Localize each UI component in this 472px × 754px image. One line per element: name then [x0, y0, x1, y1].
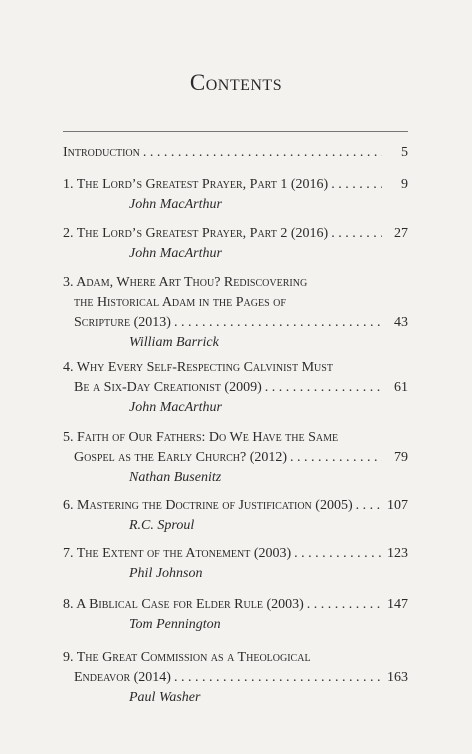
- toc-page-number: 79: [394, 450, 408, 465]
- toc-entry-title: Introduction: [63, 145, 140, 160]
- page-title: Contents: [189, 70, 283, 95]
- dot-leader: [294, 544, 382, 564]
- toc-entry-line: [63, 496, 408, 516]
- toc-entry-author: William Barrick: [129, 335, 219, 350]
- toc-entry: [63, 143, 408, 163]
- toc-entry-title: Be a Six-Day Creationist (2009): [74, 380, 262, 395]
- toc-page-number: 5: [401, 145, 408, 160]
- toc-page-number: 27: [394, 226, 408, 241]
- toc-entry-title: 1. The Lord’s Greatest Prayer, Part 1 (2016): [63, 177, 329, 192]
- toc-entry-author: Phil Johnson: [129, 566, 203, 581]
- toc-page-number: 61: [394, 380, 408, 395]
- dot-leader: [265, 378, 382, 398]
- toc-entry-line: [63, 273, 408, 293]
- toc-entry-line: [63, 143, 408, 163]
- toc-entry-title: 4. Why Every Self-Respecting Calvinist Must: [63, 360, 333, 375]
- toc-entry-line: [63, 595, 408, 615]
- toc-entry-title: 2. The Lord’s Greatest Prayer, Part 2 (2016): [63, 226, 329, 241]
- toc-entry-line: [63, 224, 408, 244]
- toc-entry-author: John MacArthur: [129, 400, 222, 415]
- toc-entry-line: [63, 313, 408, 333]
- toc-entry-author: John MacArthur: [129, 197, 222, 212]
- toc-page-number: 9: [401, 177, 408, 192]
- toc-entry-title: Scripture (2013): [74, 315, 171, 330]
- toc-entry-line: [63, 544, 408, 564]
- toc-entry-author: John MacArthur: [129, 246, 222, 261]
- dot-leader: [331, 175, 382, 195]
- toc-entry: [63, 595, 408, 635]
- dot-leader: [331, 224, 382, 244]
- toc-entry-line: [63, 668, 408, 688]
- toc-entry-title: 3. Adam, Where Art Thou? Rediscovering: [63, 275, 308, 290]
- toc-page-number: 43: [394, 315, 408, 330]
- toc-entry: [63, 496, 408, 536]
- toc-entry-title: 8. A Biblical Case for Elder Rule (2003): [63, 597, 304, 612]
- toc-entry: [63, 273, 408, 353]
- toc-entry-title: 7. The Extent of the Atonement (2003): [63, 546, 292, 561]
- toc-entry-line: [63, 648, 408, 668]
- toc-page-number: 163: [387, 670, 408, 685]
- toc-entry-author: Paul Washer: [129, 690, 201, 705]
- dot-leader: [307, 595, 382, 615]
- toc-entry-line: [63, 175, 408, 195]
- dot-leader: [290, 448, 382, 468]
- dot-leader: [174, 668, 382, 688]
- toc-entry: [63, 648, 408, 708]
- toc-page-number: 147: [387, 597, 408, 612]
- toc-entry: [63, 175, 408, 215]
- title-divider: [63, 131, 408, 132]
- toc-page-number: 107: [387, 498, 408, 513]
- toc-entry: [63, 358, 408, 418]
- toc-entry-title: 9. The Great Commission as a Theological: [63, 650, 311, 665]
- toc-entry-line: [63, 293, 408, 313]
- toc-entry: [63, 428, 408, 488]
- dot-leader: [174, 313, 382, 333]
- toc-entry-author: Nathan Busenitz: [129, 470, 222, 485]
- toc-entry: [63, 544, 408, 584]
- dot-leader: [356, 496, 382, 516]
- toc-entry-title: Gospel as the Early Church? (2012): [74, 450, 288, 465]
- toc-entry-title: Endeavor (2014): [74, 670, 171, 685]
- toc-entry-line: [63, 428, 408, 448]
- toc-entry-author: Tom Pennington: [129, 617, 221, 632]
- toc-entry-title: 5. Faith of Our Fathers: Do We Have the Same: [63, 430, 339, 445]
- toc-entry-title: the Historical Adam in the Pages of: [74, 295, 286, 310]
- toc-page-number: 123: [387, 546, 408, 561]
- toc-entry-line: [63, 378, 408, 398]
- toc-entry-line: [63, 358, 408, 378]
- toc-entry-author: R.C. Sproul: [129, 518, 195, 533]
- toc-entry-line: [63, 448, 408, 468]
- toc-entry-title: 6. Mastering the Doctrine of Justification (2005): [63, 498, 353, 513]
- dot-leader: [143, 143, 382, 163]
- toc-entry: [63, 224, 408, 264]
